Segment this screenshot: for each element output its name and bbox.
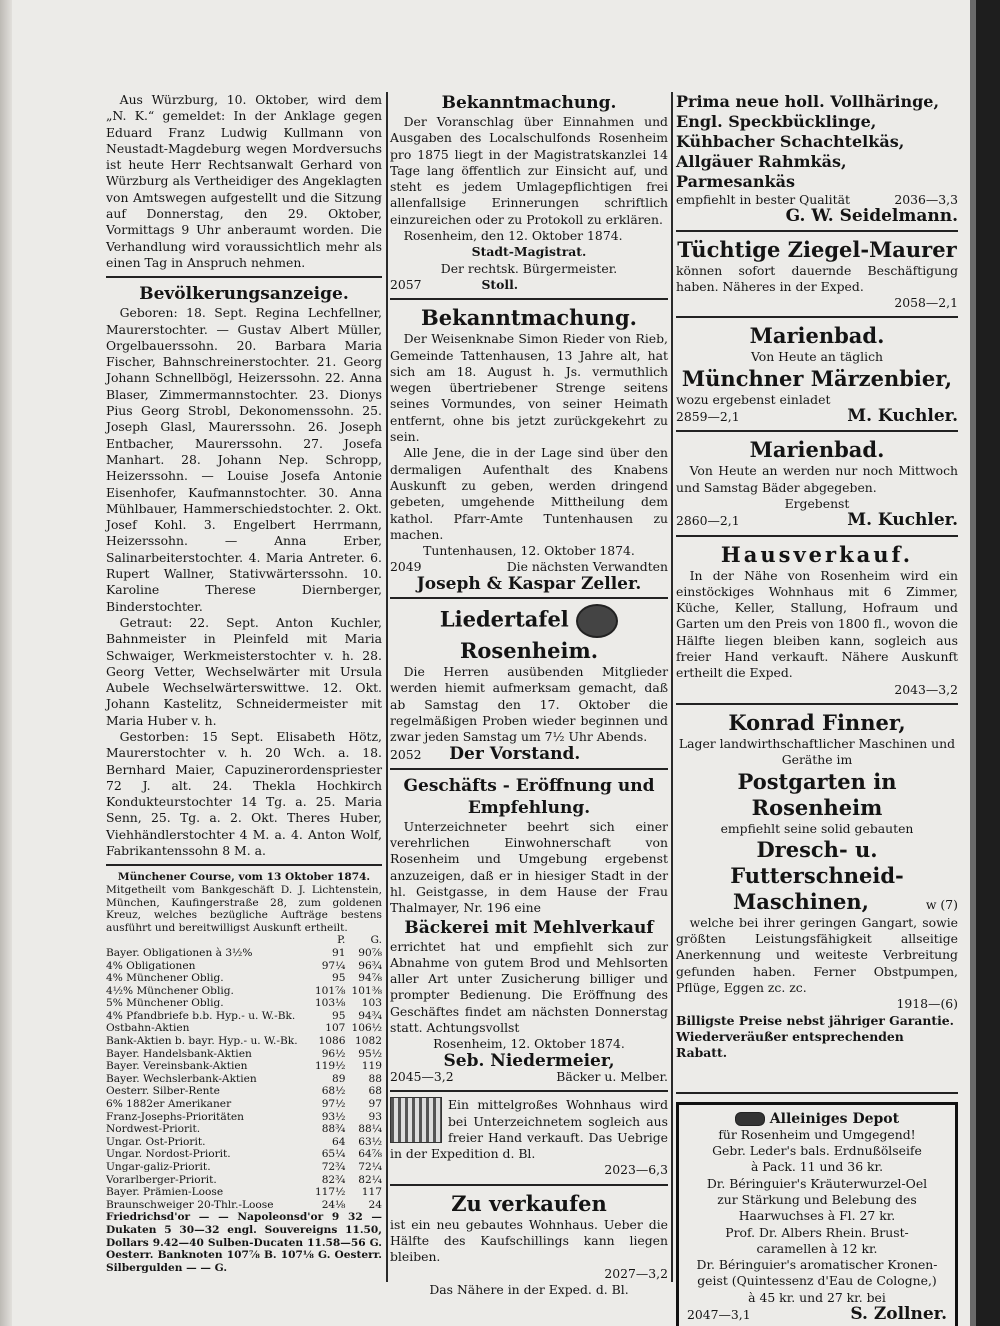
course-name: Nordwest-Priorit. — [106, 1123, 201, 1136]
depot-box — [676, 1102, 958, 1326]
bekanntmachung-1-role: Der rechtsk. Bürgermeister. — [440, 260, 618, 276]
depot-line: zur Stärkung und Belebung des — [717, 1191, 917, 1207]
bekanntmachung-2-text2: Alle Jene, die in der Lage sind über den dermaligen Aufenthalt des Knabens Auskunft zu geben, werden dringend gebeten, umgehende Mittheilung dem kathol. Pfarr-Amte Tuntenhausen zu machen. — [390, 445, 668, 542]
course-price-p: 1086 — [318, 1035, 346, 1048]
prima-line: Parmesankäs — [676, 172, 795, 191]
depot-line: Gebr. Leder's bals. Erdnußölseife — [712, 1143, 922, 1159]
divider — [390, 1090, 668, 1092]
course-price-g: 94¾ — [358, 1009, 382, 1022]
divider — [106, 864, 382, 866]
course-price-g: 88 — [368, 1072, 382, 1085]
bekanntmachung-2-text: Der Weisenknabe Simon Rieder von Rieb, Gemeinde Tattenhausen, 13 Jahre alt, hat sich am 18. August h. Js. vermuthlich wegen übertriebener Strenge seitens seines Vormundes, von seiner Heimath entfernt, ohne bis jetzt zurückgekehrt zu sein. — [390, 331, 668, 445]
bevoelkerung-title: Bevölkerungsanzeige. — [139, 284, 349, 305]
ad-number: 2052 — [390, 746, 422, 762]
course-row — [106, 1174, 382, 1187]
bekanntmachung-1-date: Rosenheim, den 12. Oktober 1874. — [403, 228, 623, 244]
bekanntmachung-1-text: Der Voranschlag über Einnahmen und Ausgaben des Localschulfonds Rosenheim pro 1875 liegt in der Magistratskanzlei 14 Tage lang öffentlich zur Einsicht auf, und steht es jedem Umlagepflichtigen frei allenfallsige Erinnerungen schriftlich einzureichen oder zu Protokoll zu erklären. — [390, 114, 668, 227]
ziegel-maurer-title: Tüchtige Ziegel-Maurer — [677, 236, 957, 262]
course-title: Münchener Course, vom 13 Oktober 1874. — [117, 871, 371, 884]
gestorben-text: Gestorben: 15 Sept. Elisabeth Hötz, Maurerstochter v. h. 20 Wch. a. 18. Bernhard Maier, Capuzinerordenspriester 72 J. alt. 24. Thekla Hochkirch Kondukteurstochter 14 Tg. a. 25. Maria Senn, 25. Tg. a. 2. Okt. Theres Huber, Viehhändlerstochter 4 M. a. 4. Anton Wolf, Fabrikantenssohn 8 M. a. — [106, 728, 382, 859]
course-price-g: 97 — [368, 1098, 382, 1111]
ziegel-maurer-text: können sofort dauernde Beschäftigung haben. Näheres in der Exped. — [676, 262, 958, 294]
course-price-p: 97¼ — [321, 959, 346, 972]
finner-rabatt: Wiederveräußer entsprechenden Rabatt. — [676, 1028, 904, 1061]
course-row — [106, 1161, 382, 1174]
divider — [106, 276, 382, 278]
prima-list — [676, 92, 958, 192]
ad-number: 2859—2,1 — [676, 409, 740, 425]
divider — [390, 298, 668, 300]
course-footer: Friedrichsd'or — — Napoleonsd'or 9 32 — Dukaten 5 30—32 engl. Souvereigns 11.50, Dollars 9.42—40 Sulben-Ducaten 11.58—56 G. Oesterr. Banknoten 107⅞ B. 107⅛ G. Oesterr. Silbergulden — — G. — [106, 1211, 382, 1274]
geschaefts-eroeffnung-text: Unterzeichneter beehrt sich einer verehrlichen Einwohnerschaft von Rosenheim und Umgebung ergebenst anzuzeigen, daß er in hiesiger Stadt in der hl. Geistgasse, in dem Hause der Frau Thalmayer, Nr. 196 eine — [390, 818, 668, 916]
course-name: Ostbahn-Aktien — [106, 1022, 190, 1035]
course-price-p: 82¾ — [321, 1173, 346, 1186]
course-row — [106, 1148, 382, 1161]
course-row — [106, 1060, 382, 1073]
course-price-p: 101⅞ — [314, 984, 346, 997]
finner-title: Konrad Finner, — [728, 709, 906, 735]
divider — [676, 703, 958, 705]
course-name: Oesterr. Silber-Rente — [106, 1085, 220, 1098]
divider — [676, 316, 958, 318]
divider — [390, 1184, 668, 1186]
hausverkauf-text: In der Nähe von Rosenheim wird ein einstöckiges Wohnhaus mit 6 Zimmer, Küche, Keller, Stallung, Hofraum und Garten um den Preis von 1800 fl., wovon die Hälfte liegen bleiben kann, sogleich aus freier Hand verkauft. Nähere Auskunft ertheilt die Exped. — [676, 567, 958, 681]
ad-number: 2043—3,2 — [894, 681, 958, 697]
marienbad-1-title: Marienbad. — [749, 323, 885, 349]
course-price-p: 119½ — [314, 1060, 346, 1073]
column-divider-1 — [386, 92, 388, 1282]
getraut-text: Getraut: 22. Sept. Anton Kuchler, Bahnmeister in Pleinfeld mit Maria Schwaiger, Werkmeisterstochter v. h. 28. Georg Vetter, Wechselwärter mit Ursula Aubele Wechselwärterswittwe. 12. Okt. Johann Kastelitz, Schneidermeister mit Maria Huber v. h. — [106, 614, 382, 728]
bekanntmachung-2-title: Bekanntmachung. — [421, 305, 637, 331]
course-row — [106, 1199, 382, 1212]
course-price-g: 24 — [368, 1198, 382, 1211]
depot-line: Haarwuchses à Fl. 27 kr. — [738, 1208, 896, 1224]
course-name: Ungar. Nordost-Priorit. — [106, 1148, 231, 1161]
divider — [676, 1092, 958, 1094]
divider — [390, 597, 668, 599]
course-row — [106, 1136, 382, 1149]
course-price-p: 107 — [325, 1022, 346, 1035]
liedertafel-signature: Der Vorstand. — [449, 743, 581, 764]
course-row — [106, 985, 382, 998]
divider — [676, 230, 958, 232]
bekanntmachung-2-relatives: Die nächsten Verwandten — [506, 559, 668, 575]
course-row — [106, 972, 382, 985]
divider — [676, 535, 958, 537]
prima-signature: G. W. Seidelmann. — [785, 206, 958, 227]
course-price-p: 64 — [331, 1135, 346, 1148]
baeckerei-heading: Bäckerei mit Mehlverkauf — [404, 917, 654, 938]
finner-text: welche bei ihrer geringen Gangart, sowie größten Leistungsfähigkeit allseitige Anerkennung und weiteste Verbreitung gefunden haben. Ferner Obstpumpen, Pflüge, Eggen zc. zc. — [676, 914, 958, 996]
course-price-g: 119 — [361, 1060, 382, 1073]
scan-edge-left — [0, 0, 12, 1326]
geschaefts-eroeffnung-date: Rosenheim, 12. Oktober 1874. — [433, 1036, 625, 1052]
column-divider-2 — [671, 92, 673, 1282]
course-price-p: 88¾ — [321, 1123, 346, 1136]
course-price-p: 72¾ — [321, 1161, 346, 1174]
divider — [390, 768, 668, 770]
marienbad-1-text: wozu ergebenst einladet — [676, 391, 831, 407]
course-name: 4% Pfandbriefe b.b. Hyp.- u. W.-Bk. — [106, 1009, 296, 1022]
marienbad-1-signature: M. Kuchler. — [847, 406, 958, 427]
course-price-g: 96¾ — [358, 959, 382, 972]
finner-machines-2: Maschinen, — [732, 888, 869, 914]
ad-number: 2057 — [390, 276, 422, 292]
course-row — [106, 1035, 382, 1048]
depot-line: Dr. Béringuier's aromatischer Kronen- — [696, 1257, 938, 1273]
course-price-p: 68½ — [321, 1085, 346, 1098]
course-row — [106, 1085, 382, 1098]
bekanntmachung-2-signature: Joseph & Kaspar Zeller. — [416, 573, 642, 594]
hausverkauf-title: Hausverkauf. — [720, 541, 914, 567]
bekanntmachung-1-title: Bekanntmachung. — [441, 93, 617, 113]
ad-number: 2047—3,1 — [687, 1307, 751, 1323]
course-intro: Mitgetheilt vom Bankgeschäft D. J. Lichtenstein, München, Kaufingerstraße 28, zum goldenen Kreuz, welches bezügliche Aufträge bestens ausführt und bereitwilligst Auskunft ertheilt. — [106, 883, 382, 934]
course-name: Franz-Josephs-Prioritäten — [106, 1110, 244, 1123]
prima-text: empfiehlt in bester Qualität — [676, 192, 850, 207]
course-row — [106, 997, 382, 1010]
geboren-text: Geboren: 18. Sept. Regina Lechfellner, Maurerstochter. — Gustav Albert Müller, Orgelbauerssohn. 20. Barbara Maria Fischer, Bahnschreinerstochter. 21. Georg Johann Schnellbögl, Heizerssohn. 22. Anna Blaser, Zimmermannstochter. 23. Dionys Pius Georg Strobl, Dekonomenssohn. 25. Joseph Glasl, Maurerssohn. 26. Joseph Entbacher, Maurerssohn. 27. Josefa Manhart. 28. Johann Nep. Schropp, Heizerssohn. — Louise Josefa Antonie Eisenhofer, Kaufmannstochter. 30. Anna Mühlbauer, Hammerschiedstochter. 2. Okt. Josef Kohl. 3. Engelbert Herrmann, Heizerssohn. — Anna Erber, Salinarbeiterstochter. 4. Maria Antreter. 6. Rupert Wallner, Stativwärterssohn. 10. Karoline Therese Diernberger, Binderstochter. — [106, 305, 382, 614]
bekanntmachung-1-authority: Stadt-Magistrat. — [471, 244, 587, 260]
liedertafel-title — [390, 604, 668, 664]
depot-title: Alleiniges Depot — [769, 1110, 900, 1127]
zu-verkaufen-title: Zu verkaufen — [451, 1190, 607, 1216]
course-row — [106, 1073, 382, 1086]
course-price-p: 103⅛ — [314, 997, 346, 1010]
depot-line: à Pack. 11 und 36 kr. — [750, 1159, 884, 1175]
finner-code: w (7) — [925, 896, 958, 912]
course-name: Bayer. Vereinsbank-Aktien — [106, 1060, 248, 1073]
course-price-g: 103 — [361, 997, 382, 1010]
depot-line: Prof. Dr. Albers Rhein. Brust- — [725, 1224, 909, 1240]
course-price-g: 1082 — [355, 1035, 382, 1048]
marienbad-2-text: Von Heute an werden nur noch Mittwoch und Samstag Bäder abgegeben. — [676, 463, 958, 495]
news-wuerzburg: Aus Würzburg, 10. Oktober, wird dem „N. K.“ gemeldet: In der Anklage gegen Eduard Franz Ludwig Kullmann von Neustadt-Magdeburg wegen Mordversuchs ist heute Herr Rechtsanwalt Gerhard von Würzburg als Vertheidiger des Angeklagten von Amtswegen aufgestellt und die Sitzung auf Donnerstag, den 29. Oktober, Vormittags 9 Uhr anberaumt worden. Die Verhandlung wird voraussichtlich mehr als einen Tag in Anspruch nehmen. — [106, 92, 382, 270]
marienbad-2-signature: M. Kuchler. — [847, 510, 958, 531]
bekanntmachung-1-signature: Stoll. — [481, 276, 519, 292]
bekanntmachung-2-date: Tuntenhausen, 12. Oktober 1874. — [423, 543, 635, 559]
geschaefts-eroeffnung-title: Geschäfts - Eröffnung und Empfehlung. — [403, 775, 655, 818]
course-price-p: 93½ — [321, 1110, 346, 1123]
zu-verkaufen-text: ist ein neu gebautes Wohnhaus. Ueber die Hälfte des Kaufschillings kann liegen bleiben. — [390, 1216, 668, 1265]
course-price-p: 95 — [331, 972, 346, 985]
finner-price: Billigste Preise nebst jähriger Garantie. — [676, 1012, 954, 1028]
course-name: Bayer. Handelsbank-Aktien — [106, 1047, 252, 1060]
marienbad-2-ergebenst: Ergebenst — [784, 495, 850, 511]
depot-line: à 45 kr. und 27 kr. bei — [748, 1289, 886, 1305]
course-price-g: 106½ — [351, 1022, 382, 1035]
course-row — [106, 947, 382, 960]
ad-number: 2045—3,2 — [390, 1068, 454, 1084]
course-price-p: 95 — [331, 1009, 346, 1022]
course-name: Ungar-galiz-Priorit. — [106, 1161, 211, 1174]
wohnhaus-ad — [390, 1097, 668, 1178]
course-name: 6% 1882er Amerikaner — [106, 1098, 232, 1111]
pointing-hand-icon — [735, 1112, 765, 1126]
course-price-p: 97½ — [321, 1098, 346, 1111]
course-price-g: 64⅞ — [358, 1148, 382, 1161]
course-name: Bank-Aktien b. bayr. Hyp.- u. W.-Bk. — [106, 1035, 298, 1048]
liedertafel-title-left: Liedertafel — [439, 606, 569, 632]
geschaefts-eroeffnung-role: Bäcker u. Melber. — [556, 1068, 668, 1084]
course-row — [106, 960, 382, 973]
course-row — [106, 1111, 382, 1124]
course-row — [106, 1022, 382, 1035]
ad-number: 2058—2,1 — [894, 295, 958, 311]
course-price-g: 101⅜ — [351, 984, 382, 997]
wohnhaus-text: Ein mittelgroßes Wohnhaus wird bei Unterzeichnetem sogleich aus freier Hand verkauft. Das Uebrige in der Expedition d. Bl. — [390, 1097, 668, 1162]
prima-line: Prima neue holl. Vollhäringe, — [676, 92, 940, 111]
course-row — [106, 1186, 382, 1199]
course-name: Vorarlberger-Priorit. — [106, 1173, 217, 1186]
ad-number: 2036—3,3 — [894, 192, 958, 207]
course-price-g: 95½ — [358, 1047, 382, 1060]
course-price-g: 117 — [361, 1186, 382, 1199]
course-name: Ungar. Ost-Priorit. — [106, 1135, 206, 1148]
course-price-g: 72¼ — [358, 1161, 382, 1174]
course-price-p: 91 — [331, 946, 346, 959]
marienbad-1-beer: Münchner Märzenbier, — [681, 365, 953, 391]
liedertafel-title-right: Rosenheim. — [459, 638, 599, 664]
course-name: Bayer. Prämien-Loose — [106, 1186, 224, 1199]
course-price-g: 94⅞ — [358, 972, 382, 985]
ad-number: 2023—6,3 — [604, 1162, 668, 1178]
column-2 — [390, 92, 668, 1298]
depot-signature: S. Zollner. — [850, 1304, 947, 1325]
course-price-g: 68 — [368, 1085, 382, 1098]
course-row — [106, 1123, 382, 1136]
course-price-g: 90⅞ — [358, 946, 382, 959]
zu-verkaufen-footer: Das Nähere in der Exped. d. Bl. — [429, 1281, 629, 1297]
course-name: 4% Obligationen — [106, 959, 196, 972]
finner-empfiehlt: empfiehlt seine solid gebauten — [720, 820, 914, 836]
house-icon — [390, 1097, 442, 1143]
prima-line: Kühbacher Schachtelkäs, — [676, 132, 905, 151]
course-price-p: 117½ — [314, 1186, 346, 1199]
marienbad-1-line: Von Heute an täglich — [750, 349, 883, 365]
course-price-p: 89 — [331, 1072, 346, 1085]
finner-place: Postgarten in Rosenheim — [737, 768, 897, 820]
course-head-g: G. — [370, 934, 382, 947]
ad-number: 2049 — [390, 559, 422, 575]
depot-title-row — [687, 1111, 947, 1127]
course-row — [106, 1098, 382, 1111]
course-name: Braunschweiger 20-Thlr.-Loose — [106, 1198, 274, 1211]
depot-line: caramellen à 12 kr. — [756, 1240, 878, 1256]
column-1 — [106, 92, 382, 1274]
course-name: 4% Münchener Oblig. — [106, 972, 224, 985]
course-name: 4½% Münchener Oblig. — [106, 984, 234, 997]
course-row — [106, 1010, 382, 1023]
ad-number: 2027—3,2 — [604, 1265, 668, 1281]
ad-number: 2860—2,1 — [676, 513, 740, 529]
depot-line: Dr. Béringuier's Kräuterwurzel-Oel — [706, 1175, 928, 1191]
geschaefts-eroeffnung-text2: errichtet hat und empfiehlt sich zur Abnahme von gutem Brod und Mehlsorten aller Art unter Zusicherung billiger und prompter Bedienung. Die Eröffnung des Geschäftes findet am nächsten Donnerstag statt. Achtungsvollst — [390, 938, 668, 1036]
course-price-p: 65¼ — [321, 1148, 346, 1161]
divider — [676, 430, 958, 432]
course-row — [106, 1048, 382, 1061]
course-header-row — [106, 934, 382, 947]
course-name: 5% Münchener Oblig. — [106, 997, 224, 1010]
course-price-p: 96½ — [321, 1047, 346, 1060]
course-head-p: P. — [337, 934, 346, 947]
course-name: Bayer. Wechslerbank-Aktien — [106, 1072, 257, 1085]
prima-line: Engl. Speckbücklinge, — [676, 112, 877, 131]
course-price-g: 82¼ — [358, 1173, 382, 1186]
column-3 — [676, 92, 958, 1326]
scan-edge-right — [976, 0, 1000, 1326]
depot-line: geist (Quintessenz d'Eau de Cologne,) — [697, 1273, 937, 1289]
course-price-g: 93 — [368, 1110, 382, 1123]
geschaefts-eroeffnung-signature: Seb. Niedermeier, — [443, 1050, 615, 1071]
liedertafel-text: Die Herren ausübenden Mitglieder werden hiemit aufmerksam gemacht, daß ab Samstag den 17. Oktober die regelmäßigen Proben wieder beginnen und zwar jeden Samstag um 7½ Uhr Abends. — [390, 664, 668, 745]
ad-number: 1918—(6) — [896, 996, 958, 1012]
course-name: Bayer. Obligationen à 3½% — [106, 946, 253, 959]
finner-line: Lager landwirthschaftlicher Maschinen und Geräthe im — [678, 735, 956, 768]
lyre-emblem-icon — [576, 604, 618, 638]
course-price-g: 63½ — [358, 1135, 382, 1148]
marienbad-2-title: Marienbad. — [749, 437, 885, 463]
course-price-p: 24⅛ — [321, 1198, 346, 1211]
finner-machines-1: Dresch- u. Futterschneid- — [730, 836, 904, 888]
depot-sub: für Rosenheim und Umgegend! — [718, 1126, 916, 1142]
course-table — [106, 934, 382, 1211]
prima-line: Allgäuer Rahmkäs, — [676, 152, 847, 171]
course-price-g: 88¼ — [358, 1123, 382, 1136]
